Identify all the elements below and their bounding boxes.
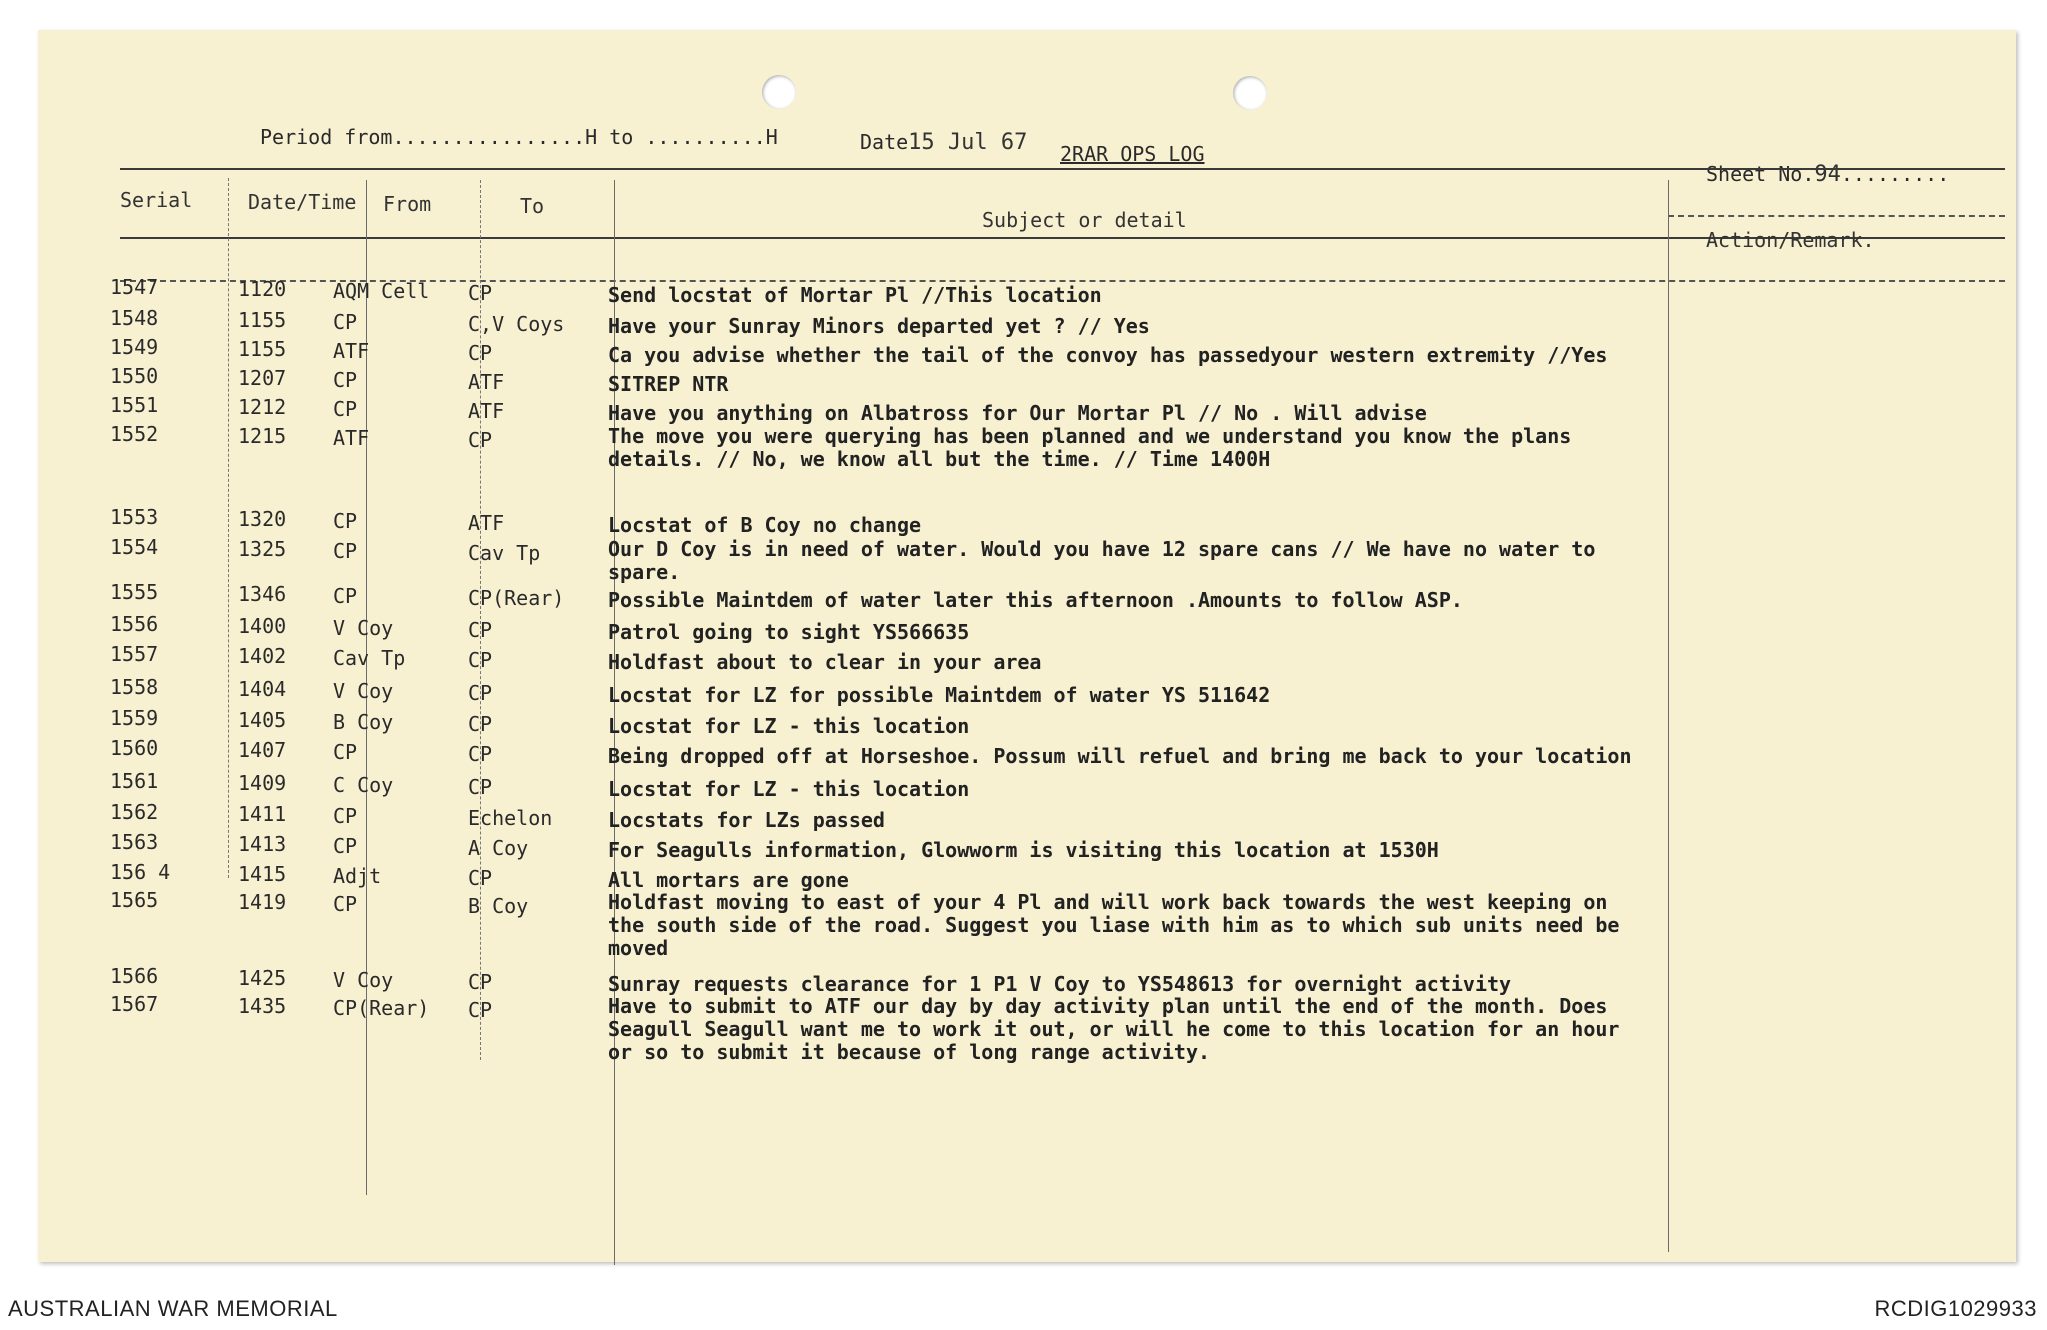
- entry-serial: 1563: [110, 830, 159, 854]
- entry-detail-line: Have you anything on Albatross for Our Mortar Pl // No . Will advise: [608, 401, 1427, 425]
- entry-from: CP: [333, 539, 358, 563]
- entry-from: CP: [333, 509, 358, 533]
- entry-serial: 1558: [110, 675, 159, 699]
- entry-detail-line: or so to submit it because of long range activity.: [608, 1040, 1211, 1064]
- entry-detail-line: For Seagulls information, Glowworm is visiting this location at 1530H: [608, 838, 1439, 862]
- col-datetime: Date/Time: [248, 190, 357, 214]
- entry-serial: 1567: [110, 992, 159, 1016]
- entry-detail-line: moved: [608, 936, 669, 960]
- entry-serial: 1560: [110, 736, 159, 760]
- entry-serial: 1549: [110, 335, 159, 359]
- period-label: Period from: [260, 125, 393, 149]
- entry-from: ATF: [333, 426, 370, 450]
- entry-serial: 1556: [110, 612, 159, 636]
- entry-serial: 1561: [110, 769, 159, 793]
- entry-to: ATF: [468, 370, 505, 394]
- entry-time: 1419: [238, 890, 287, 914]
- entry-serial: 1555: [110, 580, 159, 604]
- log-sheet: [38, 30, 2016, 1262]
- entry-from: Cav Tp: [333, 646, 406, 670]
- entry-time: 1325: [238, 537, 287, 561]
- entry-detail-line: SITREP NTR: [608, 372, 729, 396]
- entry-detail-line: Locstats for LZs passed: [608, 808, 885, 832]
- entry-time: 1346: [238, 582, 287, 606]
- entry-serial: 1551: [110, 393, 159, 417]
- h-to-label: H to: [585, 125, 634, 149]
- date-field: [860, 130, 1027, 155]
- entry-time: 1413: [238, 832, 287, 856]
- entry-detail-line: The move you were querying has been planned and we understand you know the plans: [608, 424, 1572, 448]
- entry-time: 1320: [238, 507, 287, 531]
- entry-time: 1405: [238, 708, 287, 732]
- entry-to: CP: [468, 970, 493, 994]
- divider-datetime: [228, 178, 229, 878]
- entry-detail-line: details. // No, we know all but the time. // Time 1400H: [608, 447, 1271, 471]
- entry-from: CP: [333, 804, 358, 828]
- entry-from: C Coy: [333, 773, 394, 797]
- entry-serial: 1559: [110, 706, 159, 730]
- entry-detail-line: Have to submit to ATF our day by day activity plan until the end of the month. Does: [608, 994, 1608, 1018]
- entry-from: V Coy: [333, 968, 394, 992]
- entry-from: V Coy: [333, 616, 394, 640]
- sheet-number: 94: [1814, 162, 1841, 187]
- entry-from: CP(Rear): [333, 996, 430, 1020]
- entry-from: AQM Cell: [333, 279, 430, 303]
- entry-serial: 1565: [110, 888, 159, 912]
- entry-time: 1120: [238, 277, 287, 301]
- entry-time: 1411: [238, 802, 287, 826]
- entry-time: 1425: [238, 966, 287, 990]
- entry-to: A Coy: [468, 836, 529, 860]
- entry-detail-line: the south side of the road. Suggest you liase with him as to which sub units need be: [608, 913, 1620, 937]
- entry-detail-line: Locstat for LZ for possible Maintdem of water YS 511642: [608, 683, 1271, 707]
- entry-detail-line: Ca you advise whether the tail of the convoy has passedyour western extremity //Yes: [608, 343, 1608, 367]
- to-dots: ..........: [645, 125, 766, 149]
- entry-serial: 156 4: [110, 860, 171, 884]
- entry-detail-line: Patrol going to sight YS566635: [608, 620, 970, 644]
- entry-detail-line: Being dropped off at Horseshoe. Possum will refuel and bring me back to your location: [608, 744, 1632, 768]
- punch-hole: [1233, 76, 1267, 110]
- entry-detail-line: spare.: [608, 560, 681, 584]
- entry-to: ATF: [468, 511, 505, 535]
- entry-serial: 1562: [110, 800, 159, 824]
- footer-archive: AUSTRALIAN WAR MEMORIAL: [8, 1296, 338, 1321]
- entry-to: Echelon: [468, 806, 553, 830]
- entry-detail-line: Sunray requests clearance for 1 P1 V Coy to YS548613 for overnight activity: [608, 972, 1512, 996]
- col-serial: Serial: [120, 188, 193, 212]
- entry-to: CP: [468, 648, 493, 672]
- entry-to: CP: [468, 281, 493, 305]
- entry-serial: 1566: [110, 964, 159, 988]
- sheet-label: Sheet No.: [1706, 162, 1815, 186]
- entry-time: 1402: [238, 644, 287, 668]
- entry-time: 1404: [238, 677, 287, 701]
- entry-time: 1212: [238, 395, 287, 419]
- entry-from: CP: [333, 397, 358, 421]
- entry-detail-line: Locstat of B Coy no change: [608, 513, 922, 537]
- entry-detail-line: Locstat for LZ - this location: [608, 777, 970, 801]
- entry-serial: 1553: [110, 505, 159, 529]
- entry-from: Adjt: [333, 864, 382, 888]
- sheet-dots: .........: [1840, 162, 1950, 186]
- entry-time: 1415: [238, 862, 287, 886]
- entry-serial: 1557: [110, 642, 159, 666]
- entry-detail-line: Holdfast about to clear in your area: [608, 650, 1042, 674]
- entry-detail-line: Send locstat of Mortar Pl //This location: [608, 283, 1102, 307]
- entry-to: ATF: [468, 399, 505, 423]
- col-from: From: [383, 192, 432, 216]
- entry-time: 1155: [238, 308, 287, 332]
- col-subject: Subject or detail: [982, 208, 1187, 232]
- entry-to: CP: [468, 618, 493, 642]
- date-value: 15 Jul 67: [908, 130, 1028, 155]
- entry-detail-line: Seagull Seagull want me to work it out, or will he come to this location for an hour: [608, 1017, 1620, 1041]
- col-to: To: [520, 194, 545, 218]
- entry-from: ATF: [333, 339, 370, 363]
- entry-time: 1207: [238, 366, 287, 390]
- date-label: Date: [860, 130, 909, 154]
- entry-from: V Coy: [333, 679, 394, 703]
- log-title: 2RAR OPS LOG: [1060, 142, 1205, 166]
- entry-time: 1400: [238, 614, 287, 638]
- entry-to: CP(Rear): [468, 586, 565, 610]
- footer-reference: RCDIG1029933: [1874, 1296, 2037, 1321]
- entry-from: CP: [333, 368, 358, 392]
- action-rule: [1668, 215, 2005, 217]
- entry-to: CP: [468, 775, 493, 799]
- entry-from: CP: [333, 740, 358, 764]
- entry-serial: 1552: [110, 422, 159, 446]
- entry-serial: 1550: [110, 364, 159, 388]
- entry-to: CP: [468, 742, 493, 766]
- entry-time: 1409: [238, 771, 287, 795]
- period-dots: ................: [392, 125, 586, 149]
- entry-serial: 1547: [110, 275, 159, 299]
- col-action: Action/Remark.: [1706, 228, 1875, 252]
- entry-time: 1155: [238, 337, 287, 361]
- entry-to: C,V Coys: [468, 312, 565, 336]
- entry-detail-line: Holdfast moving to east of your 4 Pl and will work back towards the west keeping on: [608, 890, 1608, 914]
- entry-time: 1407: [238, 738, 287, 762]
- entry-detail-line: Have your Sunray Minors departed yet ? // Yes: [608, 314, 1150, 338]
- entry-from: CP: [333, 310, 358, 334]
- entry-detail-line: All mortars are gone: [608, 868, 849, 892]
- entry-serial: 1548: [110, 306, 159, 330]
- period-field: [260, 125, 778, 149]
- entry-detail-line: Locstat for LZ - this location: [608, 714, 970, 738]
- entry-detail-line: Our D Coy is in need of water. Would you have 12 spare cans // We have no water to: [608, 537, 1596, 561]
- entry-to: Cav Tp: [468, 541, 541, 565]
- entry-detail-line: Possible Maintdem of water later this afternoon .Amounts to follow ASP.: [608, 588, 1463, 612]
- entry-to: CP: [468, 866, 493, 890]
- entry-to: CP: [468, 428, 493, 452]
- entry-time: 1435: [238, 994, 287, 1018]
- entry-to: B Coy: [468, 894, 529, 918]
- punch-hole: [762, 75, 796, 109]
- entry-serial: 1554: [110, 535, 159, 559]
- entry-from: CP: [333, 584, 358, 608]
- entry-to: CP: [468, 681, 493, 705]
- h-label: H: [765, 125, 778, 149]
- entry-to: CP: [468, 712, 493, 736]
- sheet-number-field: [1706, 162, 1949, 187]
- entry-to: CP: [468, 341, 493, 365]
- entry-from: B Coy: [333, 710, 394, 734]
- header-rule-top: [120, 168, 2005, 170]
- entry-to: CP: [468, 998, 493, 1022]
- entry-time: 1215: [238, 424, 287, 448]
- divider-action: [1668, 180, 1669, 1252]
- entry-from: CP: [333, 892, 358, 916]
- entry-from: CP: [333, 834, 358, 858]
